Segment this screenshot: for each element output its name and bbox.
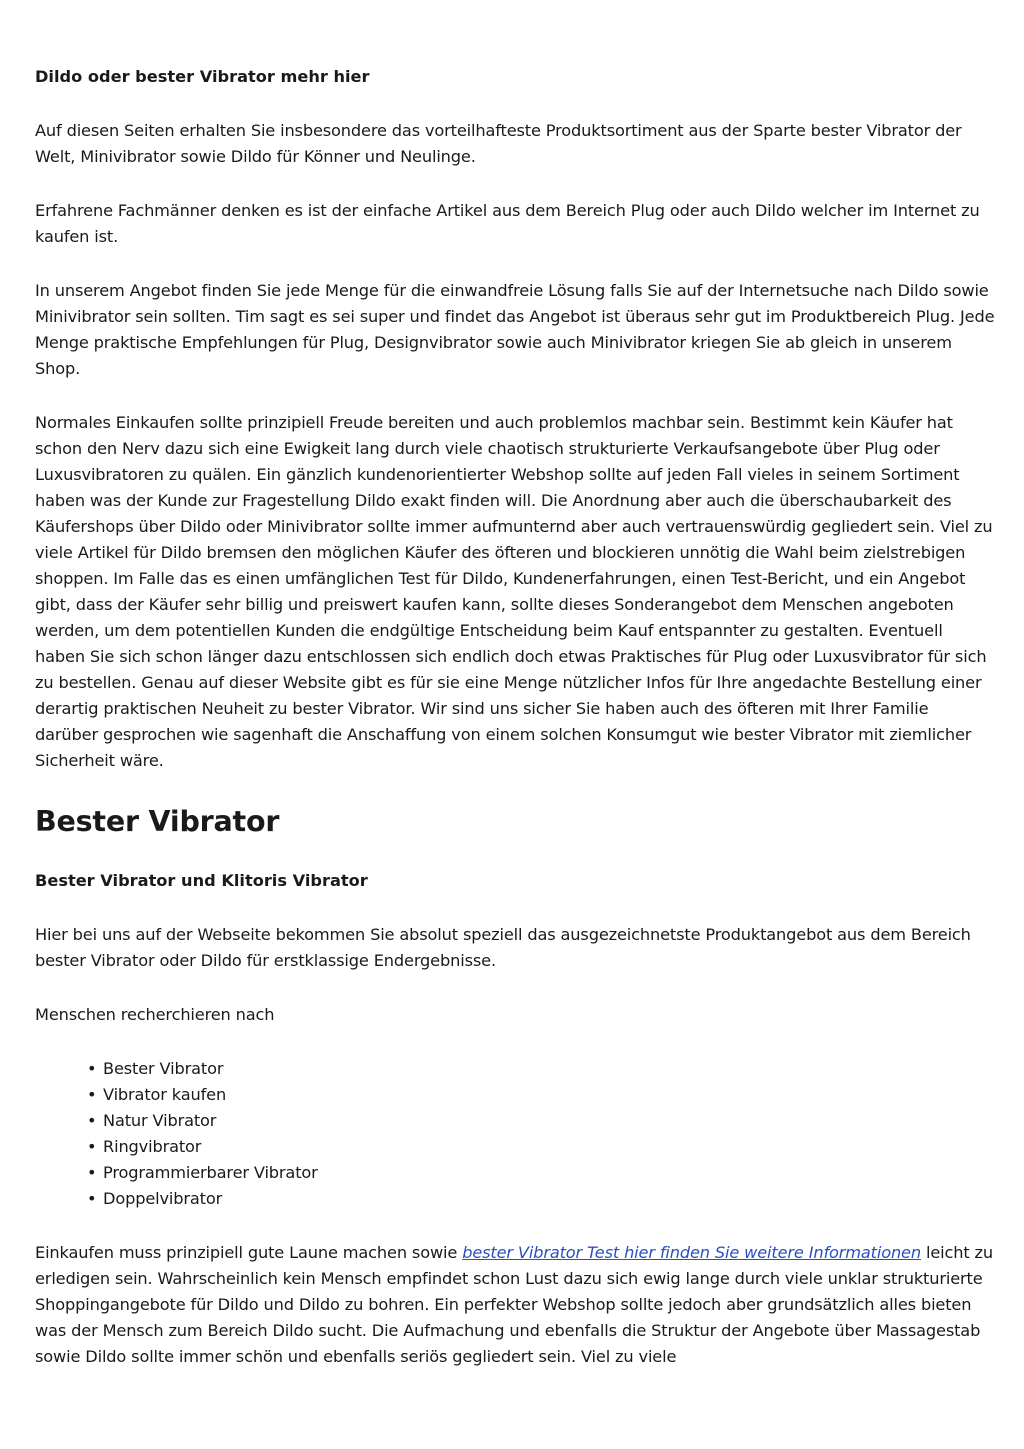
list-item-label: Natur Vibrator	[103, 1111, 217, 1130]
intro-paragraph-3: In unserem Angebot finden Sie jede Menge für die einwandfreie Lösung falls Sie auf der Internetsuche nach Dildo sowie Minivibrator sein sollten. Tim sagt es sei super und findet das Angebot ist überaus sehr gut im Produktbereich Plug. Jede Menge praktische Empfehlungen für Plug, Designvibrator sowie auch Minivibrator kriegen Sie ab gleich in unserem Shop.	[35, 281, 995, 378]
list-item	[87, 1160, 995, 1186]
intro-paragraph-2: Erfahrene Fachmänner denken es ist der einfache Artikel aus dem Bereich Plug oder auch Dildo welcher im Internet zu kaufen ist.	[35, 201, 980, 246]
section-paragraph: Hier bei uns auf der Webseite bekommen Sie absolut speziell das ausgezeichnetste Produktangebot aus dem Bereich bester Vibrator oder Dildo für erstklassige Endergebnisse.	[35, 925, 971, 970]
bullet-icon: •	[87, 1085, 97, 1104]
list-item	[87, 1108, 995, 1134]
bullet-icon: •	[87, 1163, 97, 1182]
list-item-label: Doppelvibrator	[103, 1189, 223, 1208]
search-term-list	[35, 1056, 995, 1212]
list-item	[87, 1186, 995, 1212]
info-link[interactable]: bester Vibrator Test hier finden Sie weitere Informationen	[462, 1243, 921, 1262]
bullet-icon: •	[87, 1059, 97, 1078]
list-item	[87, 1082, 995, 1108]
list-item-label: Vibrator kaufen	[103, 1085, 227, 1104]
bullet-icon: •	[87, 1137, 97, 1156]
list-item	[87, 1134, 995, 1160]
section-title: Bester Vibrator	[35, 805, 280, 838]
closing-text-start: Einkaufen muss prinzipiell gute Laune machen sowie	[35, 1243, 463, 1262]
closing-paragraph	[35, 1240, 995, 1370]
list-item-label: Programmierbarer Vibrator	[103, 1163, 318, 1182]
bullet-icon: •	[87, 1189, 97, 1208]
intro-paragraph-1: Auf diesen Seiten erhalten Sie insbesondere das vorteilhafteste Produktsortiment aus der Sparte bester Vibrator der Welt, Minivibrator sowie Dildo für Könner und Neulinge.	[35, 121, 962, 166]
list-intro: Menschen recherchieren nach	[35, 1005, 275, 1024]
list-item-label: Ringvibrator	[103, 1137, 202, 1156]
list-item-label: Bester Vibrator	[103, 1059, 224, 1078]
intro-heading: Dildo oder bester Vibrator mehr hier	[35, 67, 370, 86]
document-page	[35, 64, 995, 1370]
bullet-icon: •	[87, 1111, 97, 1130]
section-subheading: Bester Vibrator und Klitoris Vibrator	[35, 871, 368, 890]
intro-paragraph-4: Normales Einkaufen sollte prinzipiell Freude bereiten und auch problemlos machbar sein. Bestimmt kein Käufer hat schon den Nerv dazu sich eine Ewigkeit lang durch viele chaotisch strukturierte Verkaufsangebote über Plug oder Luxusvibratoren zu quälen. Ein gänzlich kundenorientierter Webshop sollte auf jeden Fall vieles in seinem Sortiment haben was der Kunde zur Fragestellung Dildo exakt finden will. Die Anordnung aber auch die überschaubarkeit des Käufershops über Dildo oder Minivibrator sollte immer aufmunternd aber auch vertrauenswürdig gegliedert sein. Viel zu viele Artikel für Dildo bremsen den möglichen Käufer des öfteren und blockieren unnötig die Wahl beim zielstrebigen shoppen. Im Falle das es einen umfänglichen Test für Dildo, Kundenerfahrungen, einen Test-Bericht, und ein Angebot gibt, dass der Käufer sehr billig und preiswert kaufen kann, sollte dieses Sonderangebot dem Menschen angeboten werden, um dem potentiellen Kunden die endgültige Entscheidung beim Kauf entspannter zu gestalten. Eventuell haben Sie sich schon länger dazu entschlossen sich endlich doch etwas Praktisches für Plug oder Luxusvibrator für sich zu bestellen. Genau auf dieser Website gibt es für sie eine Menge nützlicher Infos für Ihre angedachte Bestellung einer derartig praktischen Neuheit zu bester Vibrator. Wir sind uns sicher Sie haben auch des öfteren mit Ihrer Familie darüber gesprochen wie sagenhaft die Anschaffung von einem solchen Konsumgut wie bester Vibrator mit ziemlicher Sicherheit wäre.	[35, 413, 993, 770]
closing-text-end: leicht zu erledigen sein. Wahrscheinlich kein Mensch empfindet schon Lust dazu sich ewig lange durch viele unklar strukturierte Shoppingangebote für Dildo und Dildo zu bohren. Ein perfekter Webshop sollte jedoch aber grundsätzlich alles bieten was der Mensch zum Bereich Dildo sucht. Die Aufmachung und ebenfalls die Struktur der Angebote über Massagestab sowie Dildo sollte immer schön und ebenfalls seriös gegliedert sein. Viel zu viele	[35, 1243, 993, 1366]
list-item	[87, 1056, 995, 1082]
